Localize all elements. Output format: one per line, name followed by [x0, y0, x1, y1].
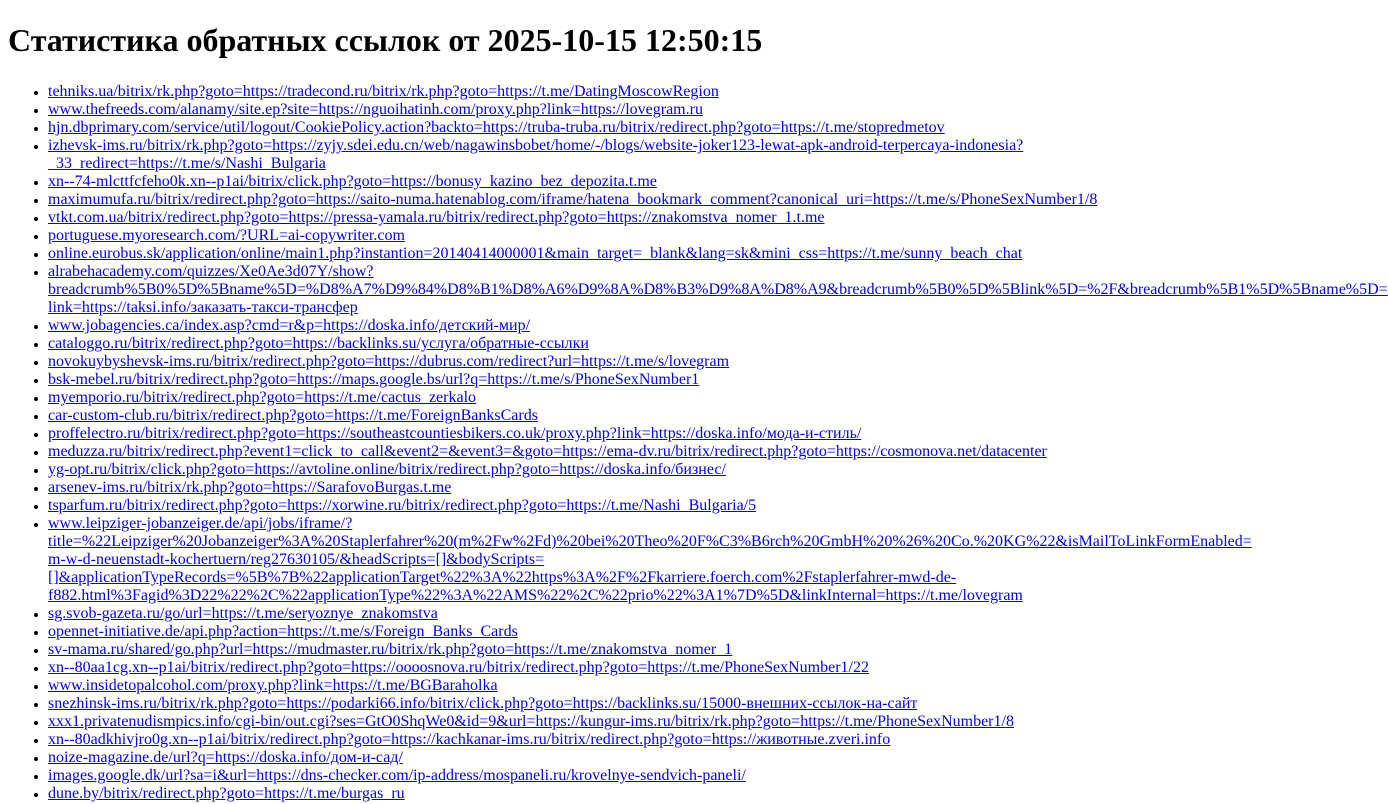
list-item	[48, 263, 1388, 317]
backlink-link[interactable]: car-custom-club.ru/bitrix/redirect.php?goto=https://t.me/ForeignBanksCards	[48, 407, 538, 424]
backlink-link[interactable]: yg-opt.ru/bitrix/click.php?goto=https://avtoline.online/bitrix/redirect.php?goto=https://doska.info/бизнес/	[48, 461, 726, 478]
list-item	[48, 371, 1240, 389]
backlink-link-line: • www.leipziger-jobanzeiger.de/api/jobs/iframe/?	[48, 515, 353, 532]
backlink-link[interactable]: bsk-mebel.ru/bitrix/redirect.php?goto=https://maps.google.bs/url?q=https://t.me/s/PhoneSexNumber1	[48, 371, 700, 388]
backlink-link[interactable]: xn--80adkhivjro0g.xn--p1ai/bitrix/redirect.php?goto=https://kachkanar-ims.ru/bitrix/redirect.php?goto=https://животные.zveri.info	[48, 731, 891, 748]
list-item	[48, 623, 1240, 641]
list-item	[48, 191, 1240, 209]
backlink-link[interactable]	[48, 515, 1252, 605]
page-title: Статистика обратных ссылок от 2025-10-15 12:50:15	[8, 22, 763, 58]
backlink-link-line: []&applicationTypeRecords=%5B%7B%22applicationTarget%22%3A%22https%3A%2F%2Fkarriere.foerch.com%2Fstaplerfahrer-mwd-de-	[48, 569, 957, 586]
backlink-link[interactable]: www.insidetopalcohol.com/proxy.php?link=https://t.me/BGBaraholka	[48, 677, 498, 694]
list-item	[48, 425, 1240, 443]
backlink-link[interactable]: meduzza.ru/bitrix/redirect.php?event1=click_to_call&event2=&event3=&goto=https://ema-dv.ru/bitrix/redirect.php?goto=https://cosmonova.net/datacenter	[48, 443, 1047, 460]
backlink-link[interactable]: cataloggo.ru/bitrix/redirect.php?goto=https://backlinks.su/услуга/обратные-ссылки	[48, 335, 589, 352]
backlink-link[interactable]: vtkt.com.ua/bitrix/redirect.php?goto=https://pressa-yamala.ru/bitrix/redirect.php?goto=https://znakomstva_nomer_1.t.me	[48, 209, 825, 226]
list-item	[48, 641, 1240, 659]
list-item	[48, 119, 1240, 137]
backlink-link[interactable]: portuguese.myoresearch.com/?URL=ai-copywriter.com	[48, 227, 405, 244]
backlink-link-line: title=%22Leipziger%20Jobanzeiger%3A%20Staplerfahrer%20(m%2Fw%2Fd)%20bei%20Theo%20F%C3%B6rch%20GmbH%20%26%20Co.%20KG%22&isMailToLinkFormEnabled=	[48, 533, 1252, 550]
list-item	[48, 137, 1240, 173]
backlink-link[interactable]: tehniks.ua/bitrix/rk.php?goto=https://tradecond.ru/bitrix/rk.php?goto=https://t.me/DatingMoscowRegion	[48, 83, 719, 100]
backlink-link[interactable]: images.google.dk/url?sa=i&url=https://dns-checker.com/ip-address/mospaneli.ru/krovelnye-sendvich-paneli/	[48, 767, 746, 784]
backlink-link-line: • izhevsk-ims.ru/bitrix/rk.php?goto=https://zyjy.sdei.edu.cn/web/nagawinsbobet/home/-/blogs/website-joker123-lewat-apk-android-terpercaya-indonesia?	[48, 137, 1024, 154]
list-item	[48, 245, 1240, 263]
backlink-link[interactable]: novokuybyshevsk-ims.ru/bitrix/redirect.php?goto=https://dubrus.com/redirect?url=https://t.me/s/lovegram	[48, 353, 730, 370]
list-item	[48, 677, 1240, 695]
list-item	[48, 731, 1240, 749]
backlink-link[interactable]	[48, 263, 1388, 317]
backlink-link-line: f882.html%3Fagid%3D22%22%2C%22applicationType%22%3A%22AMS%22%2C%22prio%22%3A1%7D%5D&linkInternal=https://t.me/lovegram	[48, 587, 1023, 604]
list-item	[48, 443, 1240, 461]
backlink-link[interactable]: xxx1.privatenudismpics.info/cgi-bin/out.cgi?ses=GtO0ShqWe0&id=9&url=https://kungur-ims.ru/bitrix/rk.php?goto=https://t.me/PhoneSexNumber1/8	[48, 713, 1014, 730]
list-item	[48, 83, 1240, 101]
backlink-link[interactable]: tsparfum.ru/bitrix/redirect.php?goto=https://xorwine.ru/bitrix/redirect.php?goto=https://t.me/Nashi_Bulgaria/5	[48, 497, 757, 514]
list-item	[48, 101, 1240, 119]
list-item	[48, 209, 1240, 227]
list-item	[48, 713, 1240, 731]
backlink-link[interactable]: www.thefreeds.com/alanamy/site.ep?site=https://nguoihatinh.com/proxy.php?link=https://lovegram.ru	[48, 101, 703, 118]
backlink-link[interactable]: hjn.dbprimary.com/service/util/logout/CookiePolicy.action?backto=https://truba-truba.ru/bitrix/redirect.php?goto=https://t.me/stopredmetov	[48, 119, 945, 136]
backlink-link[interactable]: maximumufa.ru/bitrix/redirect.php?goto=https://saito-numa.hatenablog.com/iframe/hatena_bookmark_comment?canonical_uri=https://t.me/s/PhoneSexNumber1/8	[48, 191, 1098, 208]
list-item	[48, 767, 1240, 785]
backlink-link[interactable]: snezhinsk-ims.ru/bitrix/rk.php?goto=https://podarki66.info/bitrix/click.php?goto=https://backlinks.su/15000-внешних-ссылок-на-сайт	[48, 695, 918, 712]
list-item	[48, 173, 1240, 191]
list-item	[48, 497, 1240, 515]
backlink-list	[0, 83, 1388, 803]
list-item	[48, 479, 1240, 497]
backlink-link[interactable]: online.eurobus.sk/application/online/main1.php?instantion=20140414000001&main_target=_blank&lang=sk&mini_css=https://t.me/sunny_beach_chat	[48, 245, 1023, 262]
backlink-link[interactable]: proffelectro.ru/bitrix/redirect.php?goto=https://southeastcountiesbikers.co.uk/proxy.php?link=https://doska.info/мода-и-стиль/	[48, 425, 862, 442]
list-item	[48, 407, 1240, 425]
backlink-link[interactable]: dune.by/bitrix/redirect.php?goto=https://t.me/burgas_ru	[48, 785, 405, 802]
list-item	[48, 695, 1240, 713]
list-item	[48, 389, 1240, 407]
list-item	[48, 659, 1240, 677]
backlink-link-line: breadcrumb%5B0%5D%5Bname%5D=%D8%A7%D9%84%D8%B1%D8%A6%D9%8A%D8%B3%D9%8A%D8%A9&breadcrumb%5B0%5D%5Blink%5D=%2F&breadcrumb%5B1%5D%5Bname%5D=	[48, 281, 1388, 298]
list-item	[48, 227, 1240, 245]
backlink-link[interactable]: opennet-initiative.de/api.php?action=https://t.me/s/Foreign_Banks_Cards	[48, 623, 518, 640]
backlink-link[interactable]: xn--74-mlcttfcfeho0k.xn--p1ai/bitrix/click.php?goto=https://bonusy_kazino_bez_depozita.t.me	[48, 173, 657, 190]
backlink-link-line: _33_redirect=https://t.me/s/Nashi_Bulgaria	[48, 155, 326, 172]
list-item	[48, 605, 1240, 623]
list-item	[48, 335, 1240, 353]
list-item	[48, 515, 1252, 605]
list-item	[48, 353, 1240, 371]
backlink-link[interactable]: www.jobagencies.ca/index.asp?cmd=r&p=https://doska.info/детский-мир/	[48, 317, 531, 334]
list-item	[48, 317, 1240, 335]
backlink-link-line: link=https://taksi.info/заказать-такси-трансфер	[48, 299, 358, 316]
backlink-link-line: m-w-d-neuenstadt-kochertuern/reg27630105/&headScripts=[]&bodyScripts=	[48, 551, 545, 568]
backlink-link[interactable]	[48, 137, 1240, 173]
list-item	[48, 785, 1240, 803]
backlink-link[interactable]: arsenev-ims.ru/bitrix/rk.php?goto=https://SarafovoBurgas.t.me	[48, 479, 452, 496]
backlink-link[interactable]: myemporio.ru/bitrix/redirect.php?goto=https://t.me/cactus_zerkalo	[48, 389, 477, 406]
list-item	[48, 461, 1240, 479]
list-item	[48, 749, 1240, 767]
backlink-link[interactable]: xn--80aa1cg.xn--p1ai/bitrix/redirect.php?goto=https://oooosnova.ru/bitrix/redirect.php?goto=https://t.me/PhoneSexNumber1/22	[48, 659, 869, 676]
backlink-link[interactable]: sv-mama.ru/shared/go.php?url=https://mudmaster.ru/bitrix/rk.php?goto=https://t.me/znakomstva_nomer_1	[48, 641, 733, 658]
backlink-link[interactable]: sg.svob-gazeta.ru/go/url=https://t.me/seryoznye_znakomstva	[48, 605, 438, 622]
backlink-link-line: • alrabehacademy.com/quizzes/Xe0Ae3d07Y/show?	[48, 263, 374, 280]
backlink-link[interactable]: noize-magazine.de/url?q=https://doska.info/дом-и-сад/	[48, 749, 403, 766]
